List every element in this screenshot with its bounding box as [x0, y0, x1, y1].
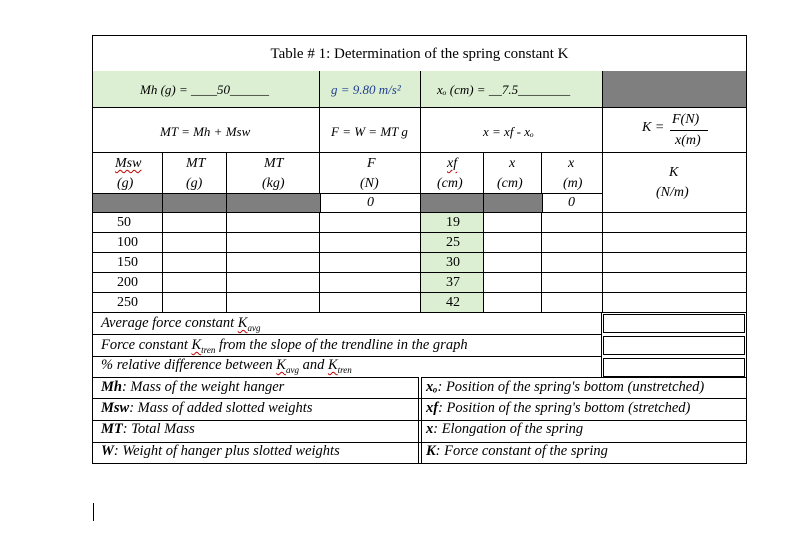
- table-cell[interactable]: [542, 253, 603, 273]
- xf-value: 25: [446, 235, 460, 250]
- col-header-k: [603, 153, 746, 213]
- col-k-unit: (N/m): [656, 185, 689, 200]
- zero-xf-shade: [421, 193, 542, 213]
- summary-divider: [601, 313, 602, 377]
- legend-left-item: MT: Total Mass: [101, 421, 195, 437]
- summary-row-border: [93, 334, 602, 335]
- col-mt-g-unit: (g): [186, 176, 203, 191]
- formula-k-lhs: K =: [642, 120, 665, 135]
- legend-left-item: W: Weight of hanger plus slotted weights: [101, 443, 340, 459]
- col-xf-unit: (cm): [437, 176, 463, 191]
- table-cell[interactable]: [603, 253, 746, 273]
- table-cell[interactable]: [603, 233, 746, 253]
- table-cell[interactable]: [542, 233, 603, 253]
- xf-value: 37: [446, 275, 460, 290]
- table-cell[interactable]: [163, 273, 227, 293]
- formula-x: x = xf - xₒ: [483, 124, 534, 139]
- table-cell[interactable]: [227, 293, 320, 313]
- col-k-name: K: [669, 165, 679, 180]
- table-cell[interactable]: [484, 273, 542, 293]
- col-mt-kg-name: MT: [264, 156, 284, 171]
- legend-right-item: x: Elongation of the spring: [426, 421, 584, 437]
- col-f-name: F: [367, 156, 376, 171]
- msw-value: 200: [117, 275, 138, 290]
- xf-value: 30: [446, 255, 460, 270]
- kavg-input[interactable]: [603, 314, 745, 333]
- msw-value: 50: [117, 215, 131, 230]
- setup-g: g = 9.80 m/s²: [331, 82, 401, 97]
- col-mt-g-name: MT: [186, 156, 206, 171]
- table-title: Table # 1: Determination of the spring constant K: [93, 36, 746, 73]
- msw-value: 250: [117, 295, 138, 310]
- zero-xm-value: 0: [568, 195, 575, 210]
- summary-difference: % relative difference between $K_{avg}$ and $K_{tren}$: [101, 357, 352, 375]
- table-cell[interactable]: [484, 233, 542, 253]
- table-cell[interactable]: [542, 273, 603, 293]
- table-cell[interactable]: [227, 213, 320, 233]
- xf-value: 19: [446, 215, 460, 230]
- zero-row-divider: [162, 193, 163, 213]
- table-cell[interactable]: [484, 213, 542, 233]
- table-cell[interactable]: [227, 273, 320, 293]
- col-x-cm-unit: (cm): [497, 176, 523, 191]
- table-cell[interactable]: [320, 233, 421, 253]
- col-f-unit: (N): [360, 176, 379, 191]
- legend-right-item: xf: Position of the spring's bottom (stretched): [426, 400, 691, 416]
- table-cell[interactable]: [227, 253, 320, 273]
- formula-mt: MT = Mh + Msw: [160, 124, 251, 139]
- table-cell[interactable]: [603, 213, 746, 233]
- setup-mh: Mh (g) = ____50______: [140, 82, 270, 97]
- setup-shaded-cell: [603, 71, 746, 108]
- difference-input[interactable]: [603, 358, 745, 377]
- summary-trendline: Force constant $K_{tren}$ from the slope of the trendline in the graph: [101, 337, 468, 355]
- legend-left-item: Msw: Mass of added slotted weights: [101, 400, 313, 416]
- table-cell[interactable]: [603, 273, 746, 293]
- zero-row-shade: [93, 193, 320, 213]
- table-cell[interactable]: [542, 213, 603, 233]
- legend-divider: [93, 420, 746, 421]
- table-cell[interactable]: [484, 293, 542, 313]
- table-cell[interactable]: [227, 233, 320, 253]
- table-cell[interactable]: [484, 253, 542, 273]
- zero-row-divider: [226, 193, 227, 213]
- summary-average: Average force constant $K_{avg}$: [101, 315, 261, 333]
- fraction-bar: [670, 130, 708, 131]
- legend-right-item: xₒ: Position of the spring's bottom (unstretched): [426, 379, 705, 395]
- legend-left-item: Mh: Mass of the weight hanger: [101, 379, 285, 395]
- table-cell[interactable]: [163, 233, 227, 253]
- col-msw-unit: (g): [117, 176, 134, 191]
- zero-row-divider: [483, 193, 484, 213]
- formula-k-den: x(m): [675, 133, 701, 148]
- setup-xo: xₒ (cm) = __7.5________: [437, 82, 571, 97]
- table-cell[interactable]: [163, 213, 227, 233]
- table-cell[interactable]: [320, 253, 421, 273]
- col-x-m-name: x: [568, 156, 575, 171]
- legend-right-item: K: Force constant of the spring: [426, 443, 608, 459]
- table-cell[interactable]: [542, 293, 603, 313]
- table-cell[interactable]: [320, 213, 421, 233]
- table-cell[interactable]: [320, 273, 421, 293]
- legend-divider: [93, 442, 746, 443]
- col-mt-kg-unit: (kg): [262, 176, 285, 191]
- legend-divider: [93, 398, 746, 399]
- col-x-m-unit: (m): [563, 176, 583, 191]
- table-cell[interactable]: [603, 293, 746, 313]
- zero-f-value: 0: [367, 195, 374, 210]
- formula-f: F = W = MT g: [331, 124, 408, 139]
- col-x-cm-name: x: [509, 156, 516, 171]
- col-xf-name: xf: [447, 156, 458, 171]
- table-cell[interactable]: [163, 293, 227, 313]
- msw-value: 100: [117, 235, 138, 250]
- ktren-input[interactable]: [603, 336, 745, 355]
- xf-value: 42: [446, 295, 460, 310]
- msw-value: 150: [117, 255, 138, 270]
- col-msw-name: Msw: [115, 156, 142, 171]
- formula-k-num: F(N): [672, 112, 700, 127]
- table-cell[interactable]: [163, 253, 227, 273]
- text-cursor: [93, 503, 94, 521]
- table-cell[interactable]: [320, 293, 421, 313]
